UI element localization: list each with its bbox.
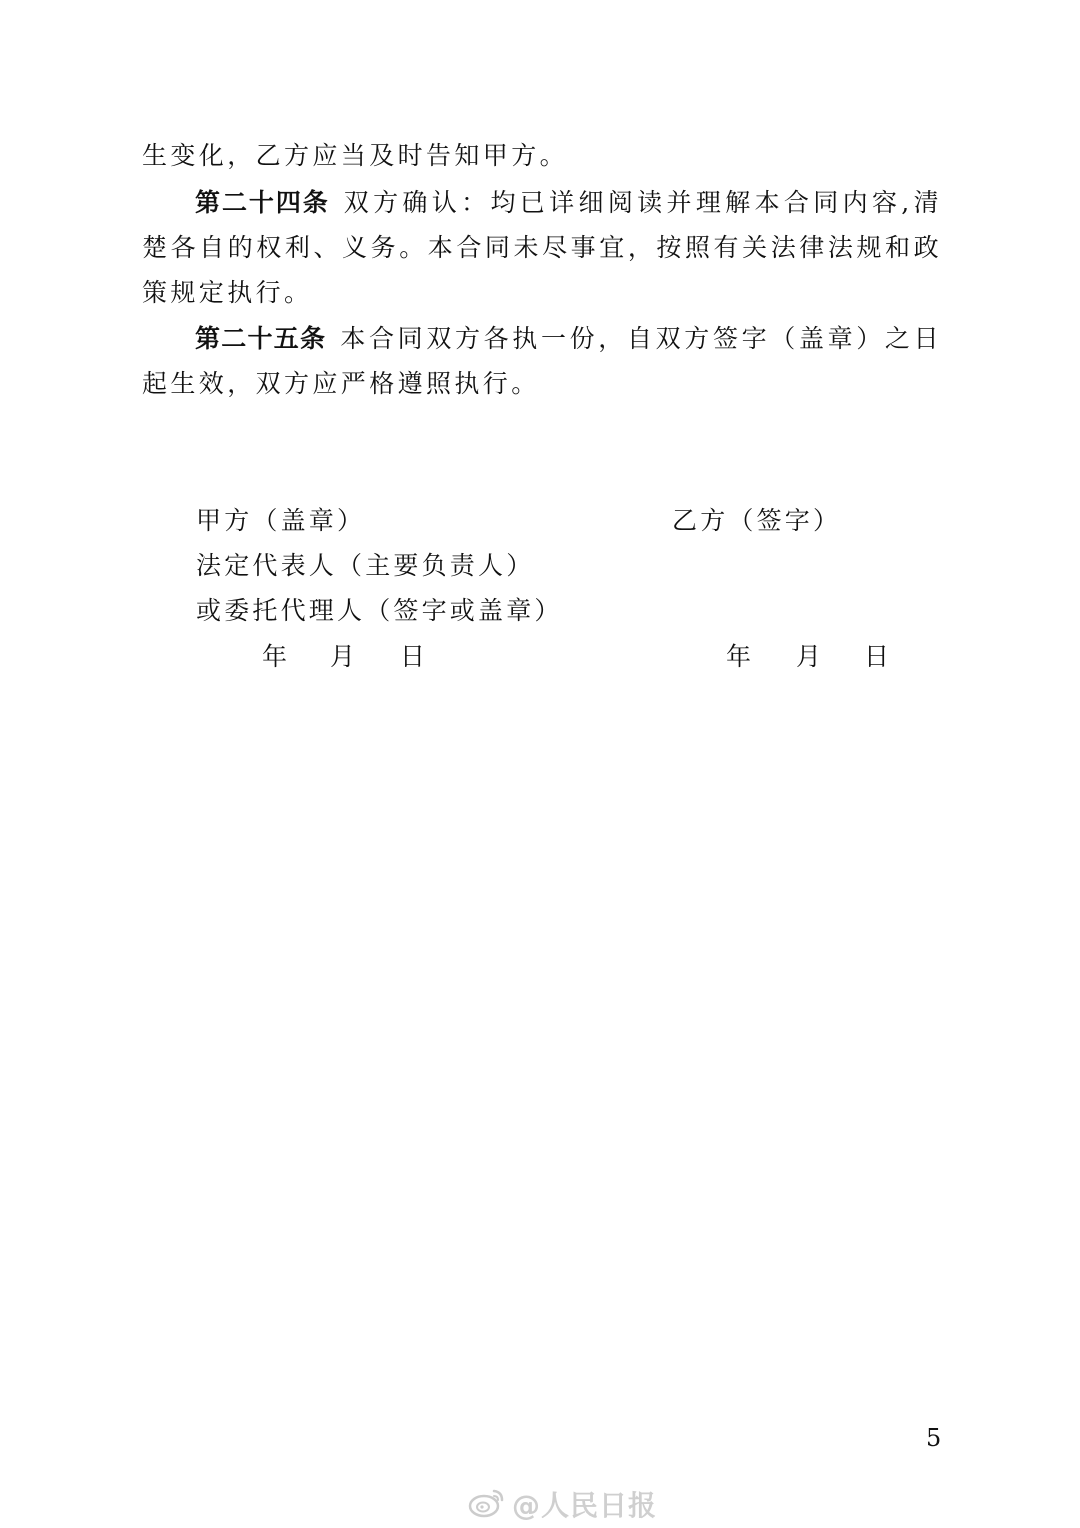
article-25-label: 第二十五条: [195, 324, 327, 353]
party-a-date-day: 日: [400, 642, 426, 671]
article-25: [142, 316, 942, 406]
party-b-signature-label: 乙方（签字）: [672, 506, 842, 535]
party-a-date-year: 年: [262, 642, 288, 671]
watermark: [468, 1484, 657, 1524]
watermark-text: @人民日报: [512, 1489, 658, 1522]
party-b-date-day: 日: [864, 642, 890, 671]
party-a-date-month: 月: [330, 642, 356, 671]
party-b-date-month: 月: [796, 642, 822, 671]
article-24: [142, 180, 942, 315]
party-a-seal-label: 甲方（盖章）: [196, 506, 366, 535]
legal-representative-label: 法定代表人（主要负责人）: [196, 551, 535, 580]
page-number: 5: [926, 1424, 942, 1452]
article-24-label: 第二十四条: [195, 188, 330, 217]
continuation-text: 生变化，乙方应当及时告知甲方。: [142, 141, 569, 170]
authorized-agent-label: 或委托代理人（签字或盖章）: [196, 596, 563, 625]
article-25-text: 本合同双方各执一份，自双方签字（盖章）之日起生效，双方应严格遵照执行。: [142, 324, 942, 398]
party-b-date-year: 年: [726, 642, 752, 671]
paragraph-continuation: [142, 133, 942, 178]
weibo-icon: [468, 1486, 506, 1522]
article-24-text: 双方确认：均已详细阅读并理解本合同内容,清楚各自的权利、义务。本合同未尽事宜，按照有关法律法规和政策规定执行。: [142, 188, 942, 307]
